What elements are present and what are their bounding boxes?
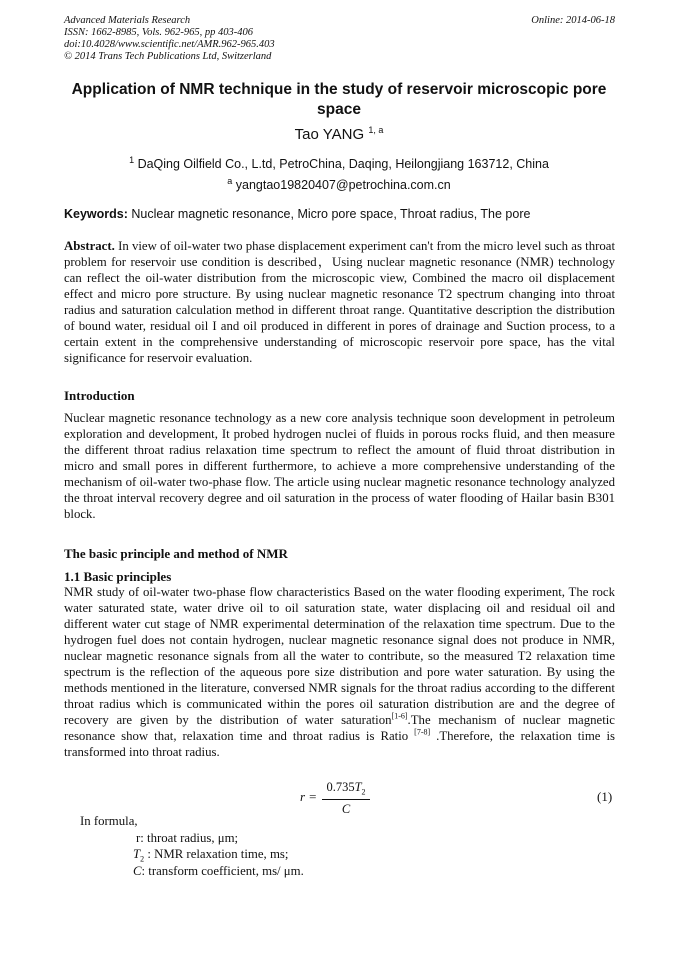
abstract-label: Abstract. xyxy=(64,239,115,253)
def-c xyxy=(133,864,304,879)
online-date: Online: 2014-06-18 xyxy=(531,15,615,26)
affiliation-sup: 1 xyxy=(129,154,135,165)
principles-text-2: .The mechanism of nuclear magnetic resonance show that, relaxation time and throat radius is Ratio xyxy=(64,713,615,743)
journal-name: Advanced Materials Research xyxy=(64,15,191,26)
author-sup: 1, a xyxy=(368,125,384,135)
section-heading: The basic principle and method of NMR xyxy=(64,546,288,561)
affiliation xyxy=(0,154,678,171)
email xyxy=(0,175,678,192)
equation-denominator xyxy=(322,800,370,817)
def-t2-symbol: T xyxy=(133,847,141,861)
introduction-heading: Introduction xyxy=(64,388,135,403)
keywords-label: Keywords: xyxy=(64,207,128,221)
formula-intro: In formula, xyxy=(80,814,138,828)
subsection-heading: 1.1 Basic principles xyxy=(64,569,172,584)
numerator-variable: T xyxy=(354,780,362,794)
def-c-symbol: C xyxy=(133,864,142,878)
abstract xyxy=(64,238,615,366)
equation-numerator xyxy=(322,780,370,800)
basic-principles-text xyxy=(64,584,615,760)
def-r xyxy=(136,831,238,846)
email-text: yangtao19820407@petrochina.com.cn xyxy=(235,178,451,192)
paper-title: Application of NMR technique in the study of reservoir microscopic pore space xyxy=(71,81,607,118)
introduction-text: Nuclear magnetic resonance technology as a new core analysis technique soon development in petroleum exploration and development, It probed hydrogen nuclei of fluids in porous rocks fluid, and then measure the different throat radius relaxation time spectrum to reflect the amount of fluid throat distribution in micro and small pores in different furthermore, to achieve a more comprehensive understanding of the mechanism of oil-water two-phase flow. The article using nuclear magnetic resonance technology analyzed the throat interval recovery degree and oil saturation in the process of water flooding of Hailar basin B301 block. xyxy=(64,411,615,521)
denominator-variable: C xyxy=(341,801,351,816)
abstract-text: In view of oil-water two phase displacement experiment can't from the micro level such as throat problem for reservoir use condition is described，Using nuclear magnetic resonance (NMR) technology can reflect the oil-water distribution from the microscopic view, Combined the macro oil displacement effect and micro pore structure. By using nuclear magnetic resonance T2 spectrum changing into throat radius and saturation calculation method in different throat range. Quantitative description the distribution of bound water, residual oil I and oil produced in different in pores of drainage and Suction process, to a certain extent in the comprehensive understanding of microscopic reservoir pore space, has the vital significance for reservoir evaluation. xyxy=(64,239,616,365)
issn: ISSN: 1662-8985, Vols. 962-965, pp 403-406 xyxy=(64,27,253,38)
email-sup: a xyxy=(227,175,233,186)
def-c-text: : transform coefficient, ms/ μm. xyxy=(141,864,304,878)
def-t2 xyxy=(133,847,288,864)
keywords-text: Nuclear magnetic resonance, Micro pore space, Throat radius, The pore xyxy=(131,207,531,221)
equation-lhs: r = xyxy=(300,789,318,804)
equation-fraction xyxy=(322,780,370,817)
numerator-coefficient: 0.735 xyxy=(326,780,355,794)
affiliation-text: DaQing Oilfield Co., L.td, PetroChina, Daqing, Heilongjiang 163712, China xyxy=(137,157,549,171)
numerator-subscript: 2 xyxy=(361,787,366,797)
def-t2-subscript: 2 xyxy=(140,854,145,864)
def-t2-text: : NMR relaxation time, ms; xyxy=(144,847,289,861)
def-r-symbol: r xyxy=(136,831,141,845)
principles-text-1: NMR study of oil-water two-phase flow characteristics Based on the water flooding experiment, The rock water saturated state, water drive oil to oil saturation state, water displacing oil and residual oil and different water cut stage of NMR experimental determination of the relaxation time spectrum. Due to the hydrogen fuel does not contain hydrogen, nuclear magnetic resonance signal does not produce in NMR, nuclear magnetic resonance signals from all the water to contribute, so the measured T2 relaxation time spectrum is the reflection of the aqueous pore size distribution and pore water saturation. By using the methods mentioned in the literature, conversed NMR signals for the throat radius according to the different throat radius which is communicated within the pores oil saturation distribution are and the degree of recovery are given by the distribution of water saturation xyxy=(64,585,615,727)
citation-7-8: [7-8] xyxy=(414,727,431,737)
keywords xyxy=(64,207,624,221)
equation-number: (1) xyxy=(597,789,613,804)
doi: doi:10.4028/www.scientific.net/AMR.962-965.403 xyxy=(64,39,275,50)
author-name: Tao YANG xyxy=(294,126,365,143)
principles-text-3: .Therefore, the relaxation time is transformed into throat radius. xyxy=(64,729,615,759)
author xyxy=(0,126,678,143)
citation-1-6: [1-6] xyxy=(391,711,408,721)
def-r-text: : throat radius, μm; xyxy=(140,831,239,845)
copyright: © 2014 Trans Tech Publications Ltd, Switzerland xyxy=(64,51,272,62)
journal-header xyxy=(64,15,615,63)
